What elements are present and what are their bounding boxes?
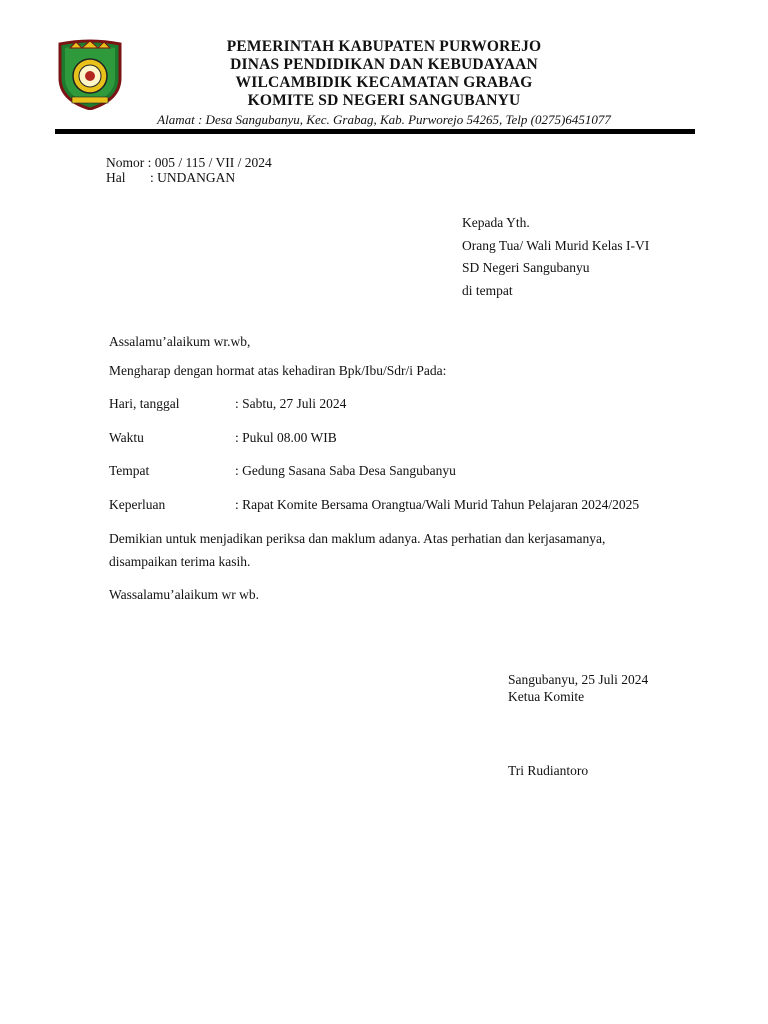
recipient-line: di tempat [462,283,513,298]
detail-label-place: Tempat [109,463,150,478]
letterhead [110,38,658,128]
signer-title: Ketua Komite [508,689,585,704]
farewell: Wassalamu’alaikum wr wb. [109,587,259,602]
letter-subject-value: : UNDANGAN [150,170,236,185]
detail-value-date: : Sabtu, 27 Juli 2024 [235,396,347,411]
letterhead-department: DINAS PENDIDIKAN DAN KEBUDAYAAN [230,56,538,73]
recipient-line: Kepada Yth. [462,215,530,230]
letterhead-government: PEMERINTAH KABUPATEN PURWOREJO [226,38,542,55]
letter-number: Nomor : 005 / 115 / VII / 2024 [106,155,272,170]
detail-label-time: Waktu [109,430,144,445]
opening-paragraph: Mengharap dengan hormat atas kehadiran Bpk/Ibu/Sdr/i Pada: [109,363,447,378]
detail-value-time: : Pukul 08.00 WIB [235,430,337,445]
detail-label-purpose: Keperluan [109,497,166,512]
greeting: Assalamu’alaikum wr.wb, [109,334,251,349]
closing-paragraph-line2: disampaikan terima kasih. [109,554,251,569]
recipient-line: SD Negeri Sangubanyu [462,260,590,275]
detail-value-purpose: : Rapat Komite Bersama Orangtua/Wali Murid Tahun Pelajaran 2024/2025 [235,497,640,512]
letter-subject-label: Hal [106,170,126,185]
letterhead-address: Alamat : Desa Sangubanyu, Kec. Grabag, Kab. Purworejo 54265, Telp (0275)6451077 [157,112,611,127]
recipient-line: Orang Tua/ Wali Murid Kelas I-VI [462,238,650,253]
closing-paragraph-line1: Demikian untuk menjadikan periksa dan maklum adanya. Atas perhatian dan kerjasamanya, [109,531,606,546]
signer-name: Tri Rudiantoro [508,763,589,778]
detail-label-date: Hari, tanggal [109,396,180,411]
letterhead-divider [55,129,695,134]
letterhead-committee: KOMITE SD NEGERI SANGUBANYU [247,92,521,109]
signature-place-date: Sangubanyu, 25 Juli 2024 [508,672,649,687]
detail-value-place: : Gedung Sasana Saba Desa Sangubanyu [235,463,456,478]
letterhead-district: WILCAMBIDIK KECAMATAN GRABAG [235,74,533,91]
